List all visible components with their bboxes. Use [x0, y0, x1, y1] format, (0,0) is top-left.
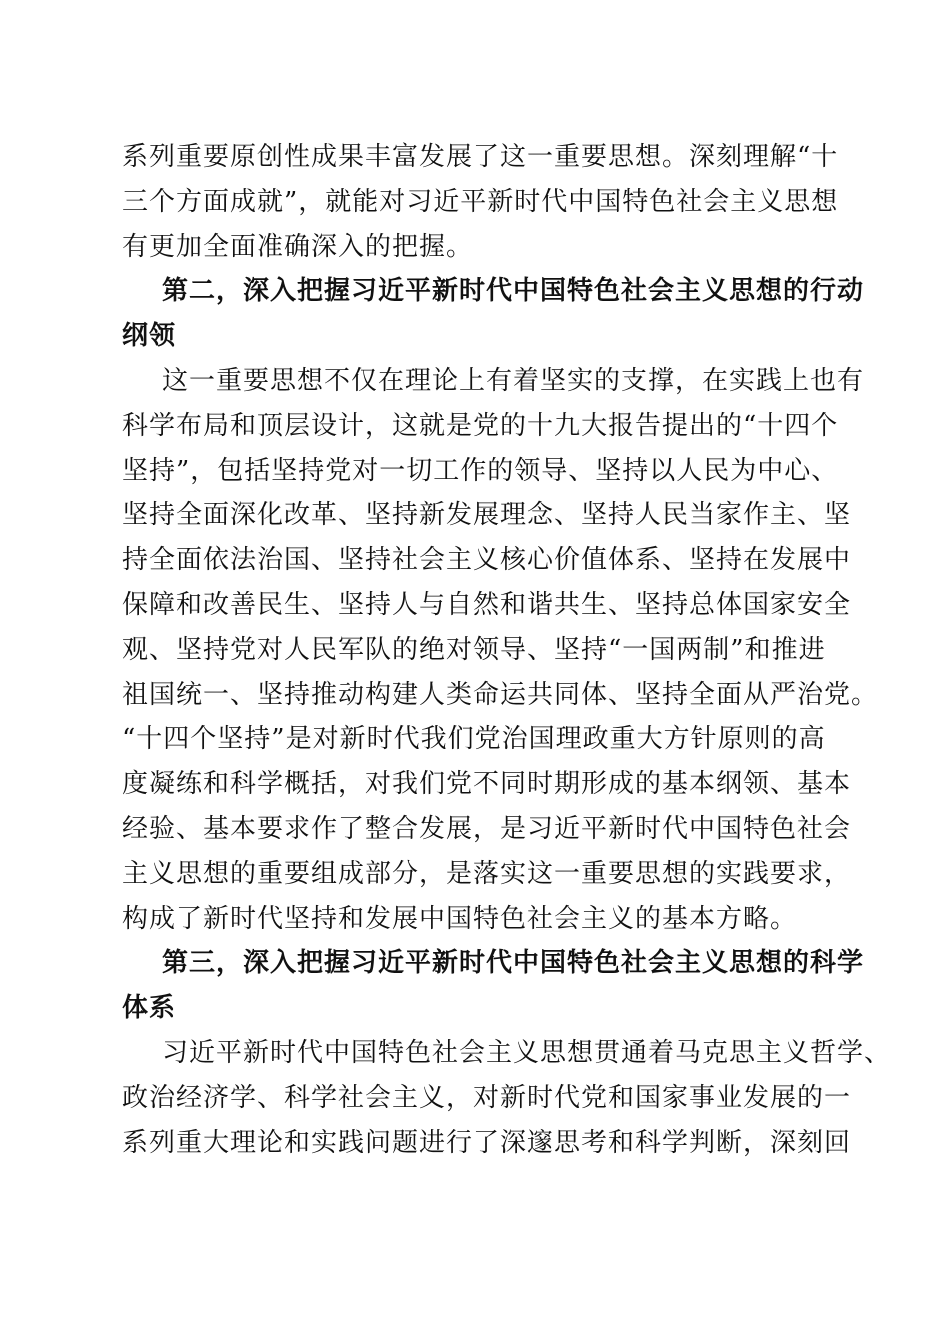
text-line: 坚持”，包括坚持党对一切工作的领导、坚持以人民为中心、: [122, 455, 839, 486]
text-line: 祖国统一、坚持推动构建人类命运共同体、坚持全面从严治党。: [122, 679, 879, 710]
section-heading-3: 第三，深入把握习近平新时代中国特色社会主义思想的科学: [162, 948, 865, 979]
text-line: 坚持全面深化改革、坚持新发展理念、坚持人民当家作主、坚: [122, 500, 852, 531]
text-line: 三个方面成就”，就能对习近平新时代中国特色社会主义思想: [122, 186, 839, 217]
text-line: 系列重大理论和实践问题进行了深邃思考和科学判断，深刻回: [122, 1127, 852, 1158]
text-line: 主义思想的重要组成部分，是落实这一重要思想的实践要求，: [122, 858, 852, 889]
section-heading-3-cont: 体系: [122, 993, 177, 1024]
text-line: 观、坚持党对人民军队的绝对领导、坚持“一国两制”和推进: [122, 634, 826, 665]
section-heading-2-cont: 纲领: [122, 321, 177, 352]
text-line: 度凝练和科学概括，对我们党不同时期形成的基本纲领、基本: [122, 769, 852, 800]
document-page: [122, 135, 892, 1165]
text-line: 有更加全面准确深入的把握。: [122, 231, 474, 262]
text-line: 构成了新时代坚持和发展中国特色社会主义的基本方略。: [122, 903, 798, 934]
text-line: 持全面依法治国、坚持社会主义核心价值体系、坚持在发展中: [122, 545, 852, 576]
text-line: 习近平新时代中国特色社会主义思想贯通着马克思主义哲学、: [162, 1037, 892, 1068]
text-line: 保障和改善民生、坚持人与自然和谐共生、坚持总体国家安全: [122, 589, 852, 620]
text-line: 这一重要思想不仅在理论上有着坚实的支撑，在实践上也有: [162, 365, 865, 396]
text-line: 政治经济学、科学社会主义，对新时代党和国家事业发展的一: [122, 1082, 852, 1113]
text-line: 经验、基本要求作了整合发展，是习近平新时代中国特色社会: [122, 813, 852, 844]
text-line: 科学布局和顶层设计，这就是党的十九大报告提出的“十四个: [122, 410, 839, 441]
text-line: 系列重要原创性成果丰富发展了这一重要思想。深刻理解“十: [122, 142, 839, 172]
section-heading-2: 第二，深入把握习近平新时代中国特色社会主义思想的行动: [162, 276, 865, 307]
text-line: “十四个坚持”是对新时代我们党治国理政重大方针原则的高: [122, 724, 826, 755]
